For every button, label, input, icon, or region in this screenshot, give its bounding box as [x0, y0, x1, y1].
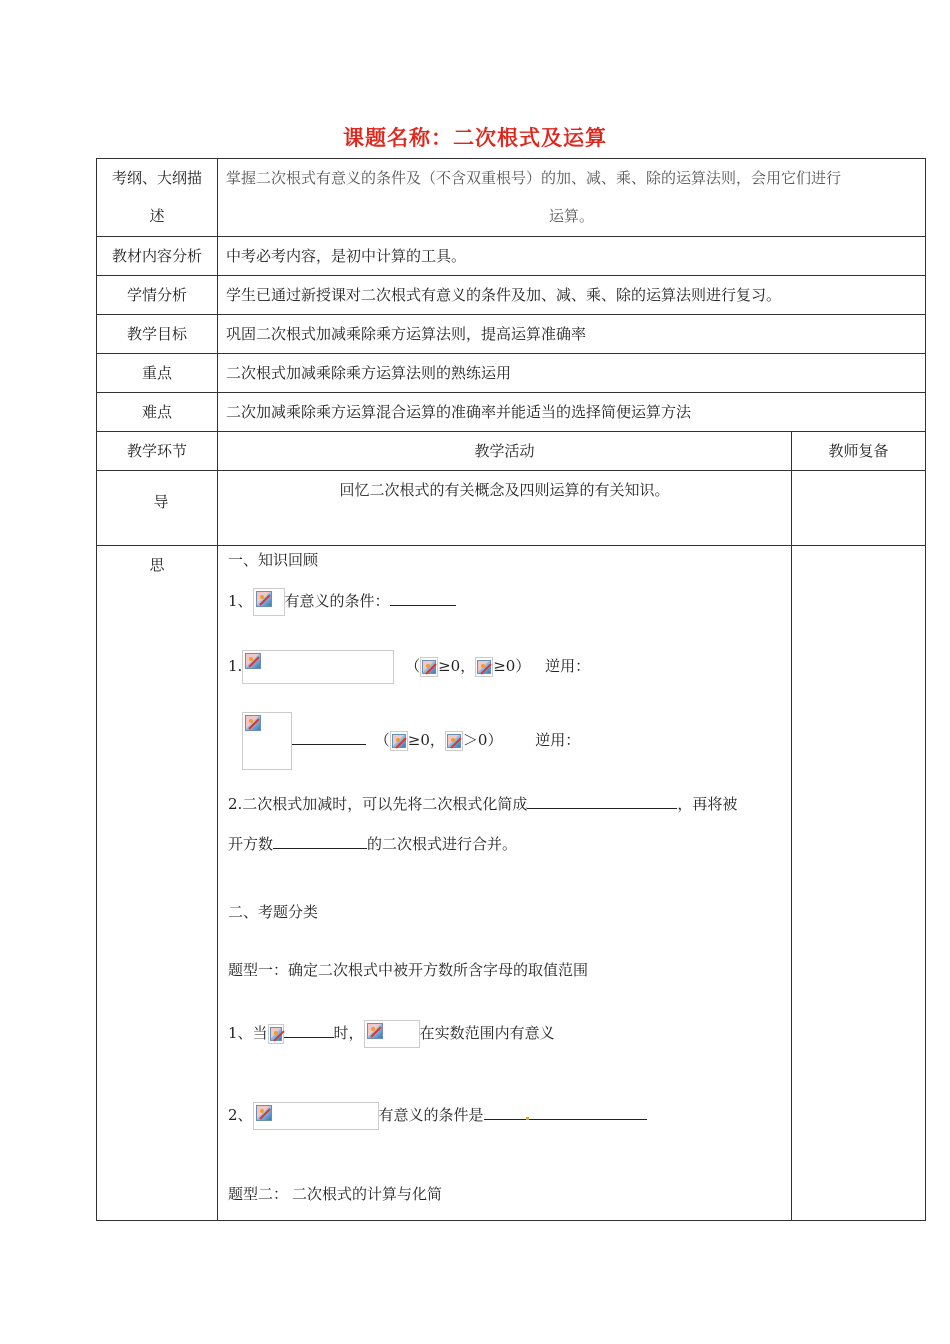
difficulty-text: 二次加减乘除乘方运算混合运算的准确率并能适当的选择简便运算方法 — [218, 393, 926, 432]
review-item-4: 2.二次根式加减时，可以先将二次根式化简成 ，再将被 — [228, 792, 737, 814]
formula-image — [364, 1020, 420, 1048]
think-stage: 思 — [97, 546, 218, 1221]
variable-image — [445, 731, 463, 751]
formula-image — [253, 588, 285, 616]
header-stage: 教学环节 — [97, 432, 218, 471]
formula-image — [242, 650, 394, 684]
answer-blank — [273, 832, 367, 849]
think-activity — [218, 546, 792, 1221]
variable-image — [390, 731, 408, 751]
difficulty-label: 难点 — [97, 393, 218, 432]
answer-blank — [529, 1103, 647, 1120]
guide-prep-cell — [792, 471, 926, 546]
answer-blank — [527, 792, 677, 809]
outline-text: 掌握二次根式有意义的条件及（不含双重根号）的加、减、乘、除的运算法则，会用它们进行 运算。 — [218, 159, 926, 237]
question-type-1: 题型一：确定二次根式中被开方数所含字母的取值范围 — [228, 961, 589, 979]
formula-image — [253, 1102, 379, 1130]
think-prep-cell — [792, 546, 926, 1221]
variable-image — [268, 1024, 284, 1044]
formula-image — [242, 712, 292, 770]
focus-label: 重点 — [97, 354, 218, 393]
goal-text: 巩固二次根式加减乘除乘方运算法则，提高运算准确率 — [218, 315, 926, 354]
students-row — [97, 276, 926, 315]
content-row — [97, 237, 926, 276]
section-2-title: 二、考题分类 — [228, 903, 319, 921]
question-1: 1、当 时， 在实数范围内有意义 — [228, 1020, 555, 1048]
answer-blank — [284, 1021, 334, 1038]
review-title: 一、知识回顾 — [228, 551, 319, 569]
difficulty-row — [97, 393, 926, 432]
review-item-3: （ ≥0， ＞0） 逆用： — [242, 712, 580, 770]
guide-row — [97, 471, 926, 546]
guide-text: 回忆二次根式的有关概念及四则运算的有关知识。 — [218, 471, 792, 546]
column-header-row — [97, 432, 926, 471]
focus-row — [97, 354, 926, 393]
lesson-plan-table — [96, 158, 926, 1221]
review-item-2: 1. （ ≥0， ≥0） 逆用： — [228, 650, 590, 684]
header-prep: 教师复备 — [792, 432, 926, 471]
question-2: 2、 有意义的条件是 — [228, 1102, 647, 1130]
students-text: 学生已通过新授课对二次根式有意义的条件及加、减、乘、除的运算法则进行复习。 — [218, 276, 926, 315]
content-label: 教材内容分析 — [97, 237, 218, 276]
review-item-1: 1、 有意义的条件： — [228, 588, 456, 616]
guide-stage: 导 — [97, 471, 218, 546]
focus-text: 二次根式加减乘除乘方运算法则的熟练运用 — [218, 354, 926, 393]
content-text: 中考必考内容，是初中计算的工具。 — [218, 237, 926, 276]
answer-blank — [292, 728, 366, 745]
answer-blank — [484, 1103, 526, 1120]
outline-label: 考纲、大纲描 述 — [97, 159, 218, 237]
question-type-2: 题型二： 二次根式的计算与化简 — [228, 1185, 443, 1203]
variable-image — [475, 657, 493, 677]
outline-row — [97, 159, 926, 237]
goal-row — [97, 315, 926, 354]
page-title: 课题名称：二次根式及运算 — [343, 125, 607, 150]
review-item-4-cont: 开方数 的二次根式进行合并。 — [228, 832, 517, 854]
think-row — [97, 546, 926, 1221]
students-label: 学情分析 — [97, 276, 218, 315]
answer-blank — [390, 589, 456, 606]
goal-label: 教学目标 — [97, 315, 218, 354]
header-activity: 教学活动 — [218, 432, 792, 471]
variable-image — [420, 657, 438, 677]
